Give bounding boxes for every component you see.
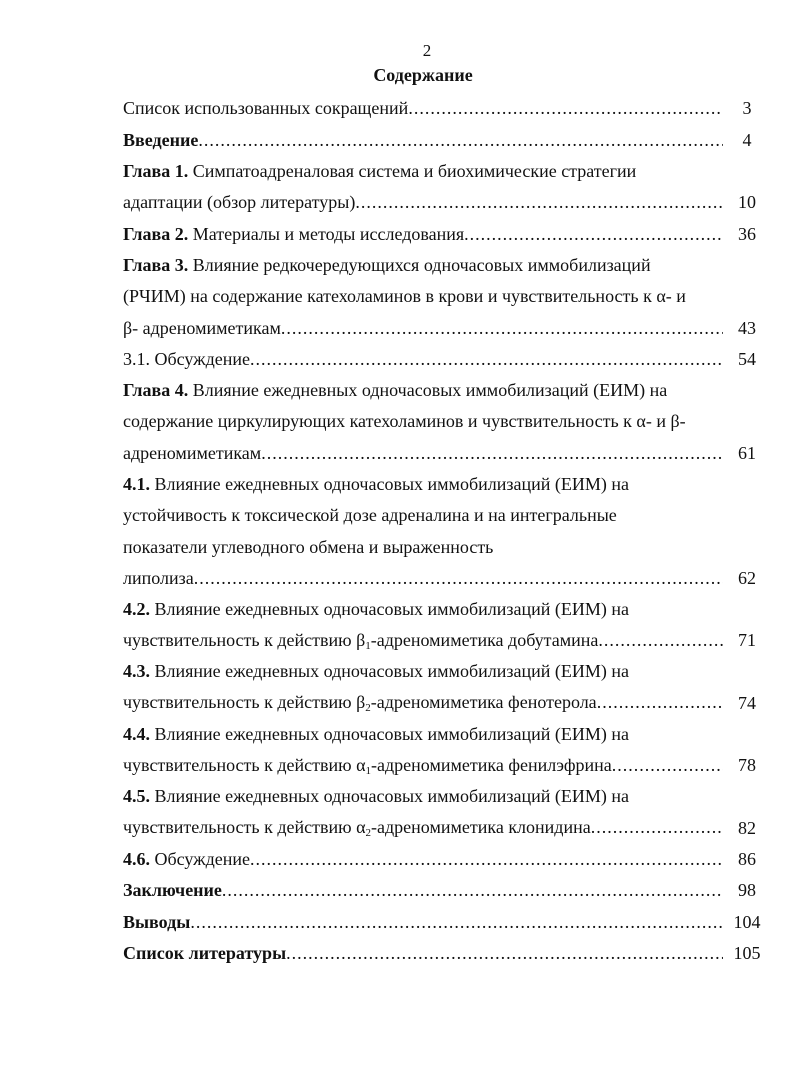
- subscript: 1: [365, 640, 371, 653]
- toc-entry-text-line: адреномиметикам: [123, 442, 262, 463]
- toc-entry-chapter-2[interactable]: [123, 219, 723, 250]
- toc-entry-text-line: показатели углеводного обмена и выраженность: [123, 536, 494, 557]
- toc-page-number: 10: [738, 192, 756, 212]
- toc-entry-label: Обсуждение: [154, 849, 251, 869]
- toc-entry-section-number: 4.4.: [123, 724, 150, 744]
- toc-entry-text-line: -адреномиметика клонидина: [371, 817, 591, 838]
- toc-page-number: 43: [738, 318, 756, 338]
- toc-entry-4-1[interactable]: [123, 469, 723, 594]
- toc-page-number: 4: [742, 130, 752, 150]
- toc-entry-chapter-label: Глава 4.: [123, 380, 189, 400]
- toc-entry-introduction[interactable]: [123, 125, 723, 156]
- toc-page-number: 36: [738, 224, 756, 244]
- toc-entry-text-line: Симпатоадреналовая система и биохимические стратегии: [192, 161, 637, 181]
- toc-entry-abbreviations[interactable]: [123, 93, 723, 124]
- toc-page-number: 98: [738, 880, 756, 900]
- toc-entry-label: Материалы и методы исследования: [192, 224, 465, 244]
- toc-entry-text-line: -адреномиметика фенилэфрина: [371, 755, 612, 776]
- toc-entry-chapter-label: Глава 1.: [123, 161, 189, 181]
- toc-page-number: 54: [738, 349, 756, 369]
- toc-entry-text-line: Влияние редкочередующихся одночасовых иммобилизаций: [192, 255, 651, 275]
- subscript: 2: [365, 827, 372, 840]
- toc-entry-label: 3.1. Обсуждение: [123, 349, 251, 369]
- toc-page-number: 104: [733, 912, 761, 932]
- toc-entry-label: Заключение: [123, 880, 222, 900]
- toc-entry-section-number: 4.1.: [123, 474, 150, 494]
- toc-entry-text-line: устойчивость к токсической дозе адреналина и на интегральные: [123, 505, 617, 526]
- toc-title: Содержание: [373, 65, 473, 85]
- toc-entry-section-number: 4.2.: [123, 599, 150, 619]
- toc-page-number: 105: [733, 943, 761, 963]
- toc-entry-text-line: Влияние ежедневных одночасовых иммобилизаций (ЕИМ) на: [154, 724, 629, 744]
- toc-entry-label: Выводы: [123, 912, 191, 932]
- toc-entry-label: Список использованных сокращений: [123, 98, 409, 118]
- toc-entry-text-line: Влияние ежедневных одночасовых иммобилизаций (ЕИМ) на: [154, 474, 629, 494]
- toc-entry-text-line: чувствительность к действию β: [123, 692, 366, 713]
- toc-entry-section-number: 4.3.: [123, 661, 150, 681]
- toc-entry-section-number: 4.5.: [123, 786, 150, 806]
- toc-entry-text-line: Влияние ежедневных одночасовых иммобилизаций (ЕИМ) на: [154, 661, 629, 681]
- toc-entry-references[interactable]: [123, 938, 723, 969]
- toc-entry-label: Список литературы: [123, 943, 287, 963]
- toc-entry-label: Введение: [123, 130, 199, 150]
- toc-entry-text-line: чувствительность к действию β: [123, 630, 366, 651]
- toc-entry-4-4[interactable]: [123, 719, 723, 782]
- toc-entry-text-line: чувствительность к действию α: [123, 817, 366, 838]
- toc-entry-4-6[interactable]: [123, 844, 723, 875]
- subscript: 2: [365, 702, 371, 715]
- toc-page-number: 86: [738, 849, 756, 869]
- toc-entry-3-1[interactable]: [123, 344, 723, 375]
- toc-entry-chapter-3[interactable]: [123, 250, 723, 344]
- toc-entry-4-2[interactable]: [123, 594, 723, 657]
- toc-entry-text-line: Влияние ежедневных одночасовых иммобилизаций (ЕИМ) на: [154, 786, 629, 806]
- toc-page-number: 74: [738, 693, 756, 713]
- toc-page-number: 71: [738, 630, 756, 650]
- toc-entry-text-line: чувствительность к действию α: [123, 755, 366, 776]
- toc-page-number: 78: [738, 755, 756, 775]
- toc-entry-text-line: липолиза: [123, 567, 194, 588]
- toc-entry-text-line: -адреномиметика фенотерола: [370, 692, 597, 713]
- toc-entry-text-line: (РЧИМ) на содержание катехоламинов в крови и чувствительность к α- и: [123, 286, 686, 307]
- toc-entry-text-line: β- адреномиметикам: [123, 317, 281, 338]
- toc-page-number: 62: [738, 568, 756, 588]
- toc-entry-findings[interactable]: [123, 907, 723, 938]
- toc-page-number: 3: [742, 98, 752, 118]
- page-number: 2: [422, 41, 432, 60]
- toc-page-number: 82: [738, 818, 756, 838]
- toc-entry-text-line: Влияние ежедневных одночасовых иммобилизаций (ЕИМ) на: [192, 380, 668, 400]
- toc-entry-conclusion[interactable]: [123, 875, 723, 906]
- toc-entry-4-3[interactable]: [123, 656, 723, 719]
- toc-entry-text-line: адаптации (обзор литературы): [123, 192, 356, 213]
- toc-entry-text-line: содержание циркулирующих катехоламинов и чувствительность к α- и β-: [123, 411, 686, 432]
- toc-entry-chapter-4[interactable]: [123, 375, 723, 469]
- toc-entry-chapter-label: Глава 2.: [123, 224, 189, 244]
- toc-entry-section-number: 4.6.: [123, 849, 150, 869]
- toc-entry-chapter-1[interactable]: [123, 156, 723, 219]
- toc-page-number: 61: [738, 443, 756, 463]
- toc-entry-text-line: Влияние ежедневных одночасовых иммобилизаций (ЕИМ) на: [154, 599, 629, 619]
- toc-entry-4-5[interactable]: [123, 781, 723, 844]
- subscript: 1: [365, 765, 372, 778]
- toc-entry-chapter-label: Глава 3.: [123, 255, 189, 275]
- toc-entry-text-line: -адреномиметика добутамина: [370, 630, 599, 651]
